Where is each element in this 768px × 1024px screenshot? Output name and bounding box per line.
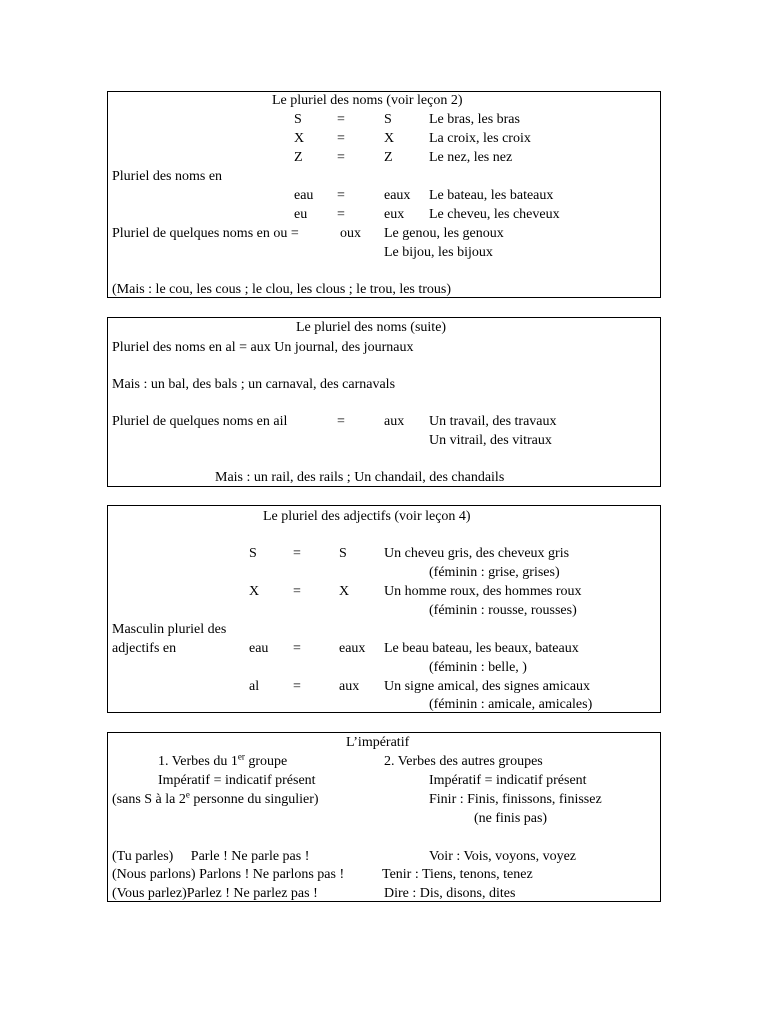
box3-r1-fem: (féminin : grise, grises) [429,565,560,580]
box2-ail-eq: = [337,414,345,429]
box-pluriel-noms [107,91,661,298]
box3-title: Le pluriel des adjectifs (voir leçon 4) [263,509,471,524]
box2-ail-ex1: Un travail, des travaux [429,414,557,429]
box1-r5-ex: Le cheveu, les cheveux [429,207,560,222]
box4-dire: Dire : Dis, disons, dites [384,886,516,901]
box4-col2-head: 2. Verbes des autres groupes [384,754,543,769]
box1-title: Le pluriel des noms (voir leçon 2) [272,93,463,108]
box4-col1-note-sup: e [185,789,190,800]
box1-r1-ex: Le bras, les bras [429,112,520,127]
box1-ou-to: oux [340,226,361,241]
box4-col1-note-text: (sans S à la 2 [112,792,186,807]
box4-voir: Voir : Vois, voyons, voyez [429,849,577,864]
box3-label2: adjectifs en [112,641,177,656]
box1-r4-to: eaux [384,188,411,203]
box1-r4-ex: Le bateau, les bateaux [429,188,554,203]
box3-r2-from: X [249,584,260,599]
box3-r3-eq: = [293,641,301,656]
box1-r1-eq: = [337,112,345,127]
box4-vous: (Vous parlez)Parlez ! Ne parlez pas ! [112,886,318,901]
box3-r3-to: eaux [339,641,366,656]
box4-col1-head-sup: er [237,751,245,762]
box2-ail-label: Pluriel de quelques noms en ail [112,414,288,429]
box3-r1-eq: = [293,546,301,561]
box1-r3-to: Z [384,150,393,165]
box3-r2-eq: = [293,584,301,599]
box1-r3-eq: = [337,150,345,165]
box1-r2-eq: = [337,131,345,146]
box3-label1: Masculin pluriel des [112,622,227,637]
box4-title: L’impératif [346,735,410,750]
box1-r1-to: S [384,112,392,127]
box1-r3-ex: Le nez, les nez [429,150,513,165]
box4-finir: Finir : Finis, finissons, finissez [429,792,602,807]
box3-r1-from: S [249,546,257,561]
box3-r4-to: aux [339,679,360,694]
box2-mais1: Mais : un bal, des bals ; un carnaval, des carnavals [112,377,396,392]
box1-r5-eq: = [337,207,345,222]
box3-r1-ex: Un cheveu gris, des cheveux gris [384,546,570,561]
box-pluriel-noms-suite [107,317,661,487]
box1-r5-from: eu [294,207,308,222]
box2-title: Le pluriel des noms (suite) [296,320,447,335]
box2-ail-ex2: Un vitrail, des vitraux [429,433,552,448]
box3-r2-ex: Un homme roux, des hommes roux [384,584,582,599]
box1-r4-eq: = [337,188,345,203]
box3-r3-ex: Le beau bateau, les beaux, bateaux [384,641,579,656]
box4-finir-neg: (ne finis pas) [474,811,548,826]
box1-ou-ex1: Le genou, les genoux [384,226,504,241]
box4-tenir: Tenir : Tiens, tenons, tenez [382,867,533,882]
box3-r2-to: X [339,584,350,599]
box3-r4-from: al [249,679,260,694]
box4-col1-head-end: groupe [244,754,288,769]
box1-ou-label: Pluriel de quelques noms en ou = [112,226,299,241]
box4-col1-note [112,791,319,808]
box3-r4-eq: = [293,679,301,694]
box1-r2-from: X [294,131,305,146]
box4-tu: (Tu parles) Parle ! Ne parle pas ! [112,849,310,864]
box1-r5-to: eux [384,207,405,222]
box2-al-line: Pluriel des noms en al = aux Un journal, des journaux [112,340,414,355]
box4-col1-head-text: 1. Verbes du 1 [158,754,238,769]
box-pluriel-adjectifs [107,505,661,713]
box1-r1-from: S [294,112,302,127]
box1-label-en: Pluriel des noms en [112,169,223,184]
box1-r2-ex: La croix, les croix [429,131,531,146]
box4-col1-note-end: personne du singulier) [189,792,319,807]
box4-nous: (Nous parlons) Parlons ! Ne parlons pas ! [112,867,345,882]
box3-r3-from: eau [249,641,269,656]
box2-ail-to: aux [384,414,405,429]
box1-r2-to: X [384,131,395,146]
box1-r3-from: Z [294,150,303,165]
box3-r4-ex: Un signe amical, des signes amicaux [384,679,591,694]
box4-col2-rule: Impératif = indicatif présent [429,773,587,788]
box4-col1-rule: Impératif = indicatif présent [158,773,316,788]
box-imperatif [107,732,661,902]
box4-col1-head [158,753,287,770]
box3-r2-fem: (féminin : rousse, rousses) [429,603,577,618]
box3-r1-to: S [339,546,347,561]
box2-mais2: Mais : un rail, des rails ; Un chandail, des chandails [215,470,505,485]
box1-mais: (Mais : le cou, les cous ; le clou, les clous ; le trou, les trous) [112,282,452,297]
box1-r4-from: eau [294,188,314,203]
box3-r3-fem: (féminin : belle, ) [429,660,527,675]
box3-r4-fem: (féminin : amicale, amicales) [429,697,593,712]
box1-ou-ex2: Le bijou, les bijoux [384,245,493,260]
